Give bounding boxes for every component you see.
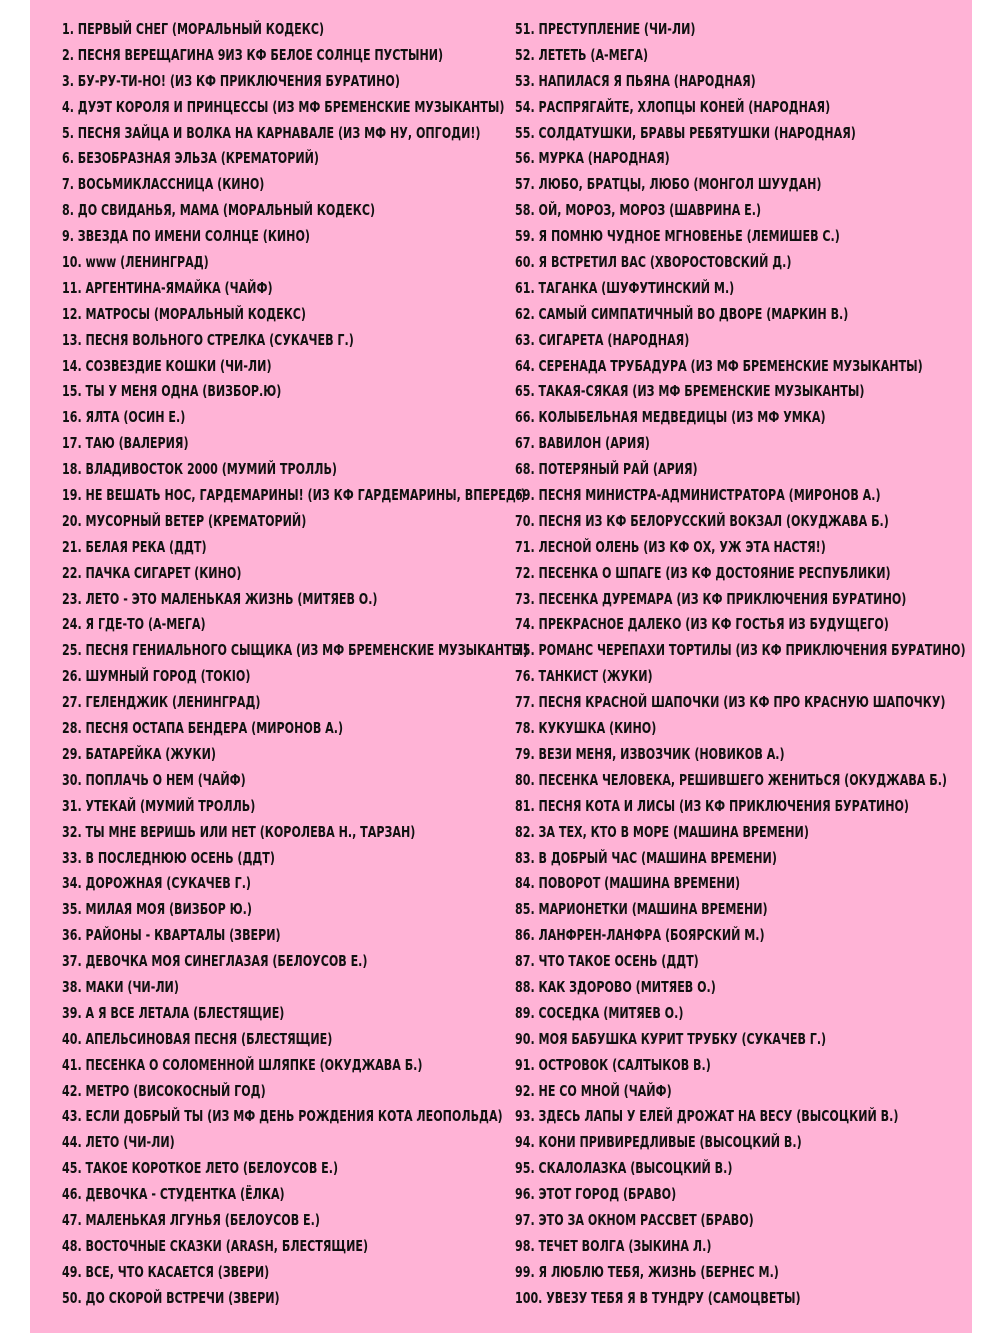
song-list-item: 13. ПЕСНЯ ВОЛЬНОГО СТРЕЛКА (СУКАЧЕВ Г.) (62, 330, 354, 349)
song-list-item: 6. БЕЗОБРАЗНАЯ ЭЛЬЗА (КРЕМАТОРИЙ) (62, 149, 319, 168)
song-list-item: 10. www (ЛЕНИНГРАД) (62, 253, 209, 272)
song-list-item: 11. АРГЕНТИНА-ЯМАЙКА (ЧАЙФ) (62, 278, 273, 297)
song-list-item: 61. ТАГАНКА (ШУФУТИНСКИЙ М.) (515, 278, 735, 297)
song-list-item: 67. ВАВИЛОН (АРИЯ) (515, 434, 650, 453)
song-list-item: 77. ПЕСНЯ КРАСНОЙ ШАПОЧКИ (ИЗ КФ ПРО КРАСНУЮ ШАПОЧКУ) (515, 693, 946, 712)
song-list-item: 54. РАСПРЯГАЙТЕ, ХЛОПЦЫ КОНЕЙ (НАРОДНАЯ) (515, 97, 831, 116)
song-list-item: 37. ДЕВОЧКА МОЯ СИНЕГЛАЗАЯ (БЕЛОУСОВ Е.) (62, 952, 368, 971)
song-list-item: 42. МЕТРО (ВИСОКОСНЫЙ ГОД) (62, 1081, 266, 1100)
song-list-item: 35. МИЛАЯ МОЯ (ВИЗБОР Ю.) (62, 900, 252, 919)
song-list-item: 46. ДЕВОЧКА - СТУДЕНТКА (ЁЛКА) (62, 1185, 285, 1204)
song-list-item: 94. КОНИ ПРИВИРЕДЛИВЫЕ (ВЫСОЦКИЙ В.) (515, 1133, 802, 1152)
song-list-item: 20. МУСОРНЫЙ ВЕТЕР (КРЕМАТОРИЙ) (62, 511, 307, 530)
song-list-item: 85. МАРИОНЕТКИ (МАШИНА ВРЕМЕНИ) (515, 900, 768, 919)
song-list-item: 97. ЭТО ЗА ОКНОМ РАССВЕТ (БРАВО) (515, 1210, 754, 1229)
song-list-item: 44. ЛЕТО (ЧИ-ЛИ) (62, 1133, 175, 1152)
song-list-right-column (515, 17, 970, 1312)
song-list-item: 45. ТАКОЕ КОРОТКОЕ ЛЕТО (БЕЛОУСОВ Е.) (62, 1159, 339, 1178)
song-list-item: 2. ПЕСНЯ ВЕРЕЩАГИНА 9ИЗ КФ БЕЛОЕ СОЛНЦЕ ПУСТЫНИ) (62, 45, 444, 64)
song-list-item: 25. ПЕСНЯ ГЕНИАЛЬНОГО СЫЩИКА (ИЗ МФ БРЕМЕНСКИЕ МУЗЫКАНТЫ) (62, 641, 529, 660)
song-list-item: 12. МАТРОСЫ (МОРАЛЬНЫЙ КОДЕКС) (62, 304, 307, 323)
song-list-item: 100. УВЕЗУ ТЕБЯ Я В ТУНДРУ (САМОЦВЕТЫ) (515, 1288, 801, 1307)
song-list-item: 78. КУКУШКА (КИНО) (515, 719, 657, 738)
song-list-item: 73. ПЕСЕНКА ДУРЕМАРА (ИЗ КФ ПРИКЛЮЧЕНИЯ БУРАТИНО) (515, 589, 907, 608)
song-list-item: 16. ЯЛТА (ОСИН Е.) (62, 408, 186, 427)
song-list-item: 84. ПОВОРОТ (МАШИНА ВРЕМЕНИ) (515, 874, 741, 893)
song-list-item: 72. ПЕСЕНКА О ШПАГЕ (ИЗ КФ ДОСТОЯНИЕ РЕСПУБЛИКИ) (515, 563, 891, 582)
song-list-item: 63. СИГАРЕТА (НАРОДНАЯ) (515, 330, 690, 349)
song-list-item: 48. ВОСТОЧНЫЕ СКАЗКИ (ARASH, БЛЕСТЯЩИЕ) (62, 1236, 369, 1255)
song-list-item: 53. НАПИЛАСЯ Я ПЬЯНА (НАРОДНАЯ) (515, 71, 756, 90)
song-list-item: 33. В ПОСЛЕДНЮЮ ОСЕНЬ (ДДТ) (62, 848, 275, 867)
song-list-item: 36. РАЙОНЫ - КВАРТАЛЫ (ЗВЕРИ) (62, 926, 281, 945)
song-list-item: 75. РОМАНС ЧЕРЕПАХИ ТОРТИЛЫ (ИЗ КФ ПРИКЛЮЧЕНИЯ БУРАТИНО) (515, 641, 966, 660)
song-list-item: 38. МАКИ (ЧИ-ЛИ) (62, 977, 179, 996)
song-list-item: 76. ТАНКИСТ (ЖУКИ) (515, 667, 653, 686)
song-list-item: 47. МАЛЕНЬКАЯ ЛГУНЬЯ (БЕЛОУСОВ Е.) (62, 1210, 320, 1229)
song-list-item: 24. Я ГДЕ-ТО (А-МЕГА) (62, 615, 206, 634)
song-list-item: 91. ОСТРОВОК (САЛТЫКОВ В.) (515, 1055, 711, 1074)
song-list-item: 34. ДОРОЖНАЯ (СУКАЧЕВ Г.) (62, 874, 251, 893)
song-list-item: 26. ШУМНЫЙ ГОРОД (ТОКІО) (62, 667, 251, 686)
song-list-item: 21. БЕЛАЯ РЕКА (ДДТ) (62, 537, 207, 556)
song-list-item: 99. Я ЛЮБЛЮ ТЕБЯ, ЖИЗНЬ (БЕРНЕС М.) (515, 1262, 779, 1281)
song-list-item: 59. Я ПОМНЮ ЧУДНОЕ МГНОВЕНЬЕ (ЛЕМИШЕВ С.) (515, 227, 840, 246)
song-list-item: 88. КАК ЗДОРОВО (МИТЯЕВ О.) (515, 977, 716, 996)
song-list-item: 9. ЗВЕЗДА ПО ИМЕНИ СОЛНЦЕ (КИНО) (62, 227, 310, 246)
song-list-item: 27. ГЕЛЕНДЖИК (ЛЕНИНГРАД) (62, 693, 261, 712)
song-list-item: 86. ЛАНФРЕН-ЛАНФРА (БОЯРСКИЙ М.) (515, 926, 765, 945)
song-list-item: 19. НЕ ВЕШАТЬ НОС, ГАРДЕМАРИНЫ! (ИЗ КФ ГАРДЕМАРИНЫ, ВПЕРЕД!) (62, 486, 526, 505)
song-list-item: 15. ТЫ У МЕНЯ ОДНА (ВИЗБОР.Ю) (62, 382, 282, 401)
song-list-item: 49. ВСЕ, ЧТО КАСАЕТСЯ (ЗВЕРИ) (62, 1262, 270, 1281)
song-list-item: 60. Я ВСТРЕТИЛ ВАС (ХВОРОСТОВСКИЙ Д.) (515, 253, 792, 272)
song-list-item: 50. ДО СКОРОЙ ВСТРЕЧИ (ЗВЕРИ) (62, 1288, 280, 1307)
song-list-item: 82. ЗА ТЕХ, КТО В МОРЕ (МАШИНА ВРЕМЕНИ) (515, 822, 809, 841)
song-list-sheet (30, 0, 972, 1333)
song-list-item: 1. ПЕРВЫЙ СНЕГ (МОРАЛЬНЫЙ КОДЕКС) (62, 20, 325, 38)
song-list-item: 56. МУРКА (НАРОДНАЯ) (515, 149, 670, 168)
song-list-item: 8. ДО СВИДАНЬЯ, МАМА (МОРАЛЬНЫЙ КОДЕКС) (62, 201, 376, 220)
song-list-item: 22. ПАЧКА СИГАРЕТ (КИНО) (62, 563, 242, 582)
song-list-item: 43. ЕСЛИ ДОБРЫЙ ТЫ (ИЗ МФ ДЕНЬ РОЖДЕНИЯ КОТА ЛЕОПОЛЬДА) (62, 1107, 503, 1126)
song-list-item: 31. УТЕКАЙ (МУМИЙ ТРОЛЛЬ) (62, 796, 256, 815)
song-list-item: 39. А Я ВСЕ ЛЕТАЛА (БЛЕСТЯЩИЕ) (62, 1003, 285, 1022)
song-list-item: 30. ПОПЛАЧЬ О НЕМ (ЧАЙФ) (62, 770, 246, 789)
song-list-item: 64. СЕРЕНАДА ТРУБАДУРА (ИЗ МФ БРЕМЕНСКИЕ МУЗЫКАНТЫ) (515, 356, 923, 375)
song-list-item: 74. ПРЕКРАСНОЕ ДАЛЕКО (ИЗ КФ ГОСТЬЯ ИЗ БУДУЩЕГО) (515, 615, 889, 634)
song-list-item: 81. ПЕСНЯ КОТА И ЛИСЫ (ИЗ КФ ПРИКЛЮЧЕНИЯ БУРАТИНО) (515, 796, 910, 815)
song-list-item: 29. БАТАРЕЙКА (ЖУКИ) (62, 744, 216, 763)
song-list-item: 52. ЛЕТЕТЬ (А-МЕГА) (515, 45, 649, 64)
song-list-item: 69. ПЕСНЯ МИНИСТРА-АДМИНИСТРАТОРА (МИРОНОВ А.) (515, 486, 881, 505)
song-list-item: 90. МОЯ БАБУШКА КУРИТ ТРУБКУ (СУКАЧЕВ Г.) (515, 1029, 827, 1048)
song-list-item: 87. ЧТО ТАКОЕ ОСЕНЬ (ДДТ) (515, 952, 699, 971)
song-list-item: 40. АПЕЛЬСИНОВАЯ ПЕСНЯ (БЛЕСТЯЩИЕ) (62, 1029, 333, 1048)
song-list-item: 65. ТАКАЯ-СЯКАЯ (ИЗ МФ БРЕМЕНСКИЕ МУЗЫКАНТЫ) (515, 382, 865, 401)
song-list-item: 80. ПЕСЕНКА ЧЕЛОВЕКА, РЕШИВШЕГО ЖЕНИТЬСЯ (ОКУДЖАВА Б.) (515, 770, 948, 789)
song-list-item: 28. ПЕСНЯ ОСТАПА БЕНДЕРА (МИРОНОВ А.) (62, 719, 344, 738)
song-list-item: 3. БУ-РУ-ТИ-НО! (ИЗ КФ ПРИКЛЮЧЕНИЯ БУРАТИНО) (62, 71, 400, 90)
song-list-item: 58. ОЙ, МОРОЗ, МОРОЗ (ШАВРИНА Е.) (515, 201, 762, 220)
song-list-item: 62. САМЫЙ СИМПАТИЧНЫЙ ВО ДВОРЕ (МАРКИН В.) (515, 304, 849, 323)
song-list-item: 55. СОЛДАТУШКИ, БРАВЫ РЕБЯТУШКИ (НАРОДНАЯ) (515, 123, 856, 142)
song-list-item: 5. ПЕСНЯ ЗАЙЦА И ВОЛКА НА КАРНАВАЛЕ (ИЗ МФ НУ, ОПГОДИ!) (62, 123, 481, 142)
song-list-item: 17. ТАЮ (ВАЛЕРИЯ) (62, 434, 189, 453)
song-list-item: 98. ТЕЧЕТ ВОЛГА (ЗЫКИНА Л.) (515, 1236, 712, 1255)
song-list-item: 89. СОСЕДКА (МИТЯЕВ О.) (515, 1003, 684, 1022)
song-list-item: 71. ЛЕСНОЙ ОЛЕНЬ (ИЗ КФ ОХ, УЖ ЭТА НАСТЯ!) (515, 537, 826, 556)
song-list-item: 51. ПРЕСТУПЛЕНИЕ (ЧИ-ЛИ) (515, 20, 696, 38)
song-list-item: 41. ПЕСЕНКА О СОЛОМЕННОЙ ШЛЯПКЕ (ОКУДЖАВА Б.) (62, 1055, 423, 1074)
song-list-item: 95. СКАЛОЛАЗКА (ВЫСОЦКИЙ В.) (515, 1159, 733, 1178)
song-list-item: 68. ПОТЕРЯНЫЙ РАЙ (АРИЯ) (515, 460, 698, 479)
song-list-item: 14. СОЗВЕЗДИЕ КОШКИ (ЧИ-ЛИ) (62, 356, 272, 375)
song-list-item: 7. ВОСЬМИКЛАССНИЦА (КИНО) (62, 175, 265, 194)
song-list-item: 79. ВЕЗИ МЕНЯ, ИЗВОЗЧИК (НОВИКОВ А.) (515, 744, 785, 763)
song-list-item: 92. НЕ СО МНОЙ (ЧАЙФ) (515, 1081, 672, 1100)
song-list-left-column (62, 17, 529, 1312)
song-list-item: 83. В ДОБРЫЙ ЧАС (МАШИНА ВРЕМЕНИ) (515, 848, 777, 867)
song-list-item: 70. ПЕСНЯ ИЗ КФ БЕЛОРУССКИЙ ВОКЗАЛ (ОКУДЖАВА Б.) (515, 511, 889, 530)
song-list-item: 93. ЗДЕСЬ ЛАПЫ У ЕЛЕЙ ДРОЖАТ НА ВЕСУ (ВЫСОЦКИЙ В.) (515, 1107, 899, 1126)
song-list-item: 18. ВЛАДИВОСТОК 2000 (МУМИЙ ТРОЛЛЬ) (62, 460, 338, 479)
song-list-item: 23. ЛЕТО - ЭТО МАЛЕНЬКАЯ ЖИЗНЬ (МИТЯЕВ О.) (62, 589, 378, 608)
song-list-item: 32. ТЫ МНЕ ВЕРИШЬ ИЛИ НЕТ (КОРОЛЕВА Н., ТАРЗАН) (62, 822, 416, 841)
song-list-item: 57. ЛЮБО, БРАТЦЫ, ЛЮБО (МОНГОЛ ШУУДАН) (515, 175, 822, 194)
song-list-item: 66. КОЛЫБЕЛЬНАЯ МЕДВЕДИЦЫ (ИЗ МФ УМКА) (515, 408, 826, 427)
song-list-item: 4. ДУЭТ КОРОЛЯ И ПРИНЦЕССЫ (ИЗ МФ БРЕМЕНСКИЕ МУЗЫКАНТЫ) (62, 97, 505, 116)
song-list-item: 96. ЭТОТ ГОРОД (БРАВО) (515, 1185, 677, 1204)
